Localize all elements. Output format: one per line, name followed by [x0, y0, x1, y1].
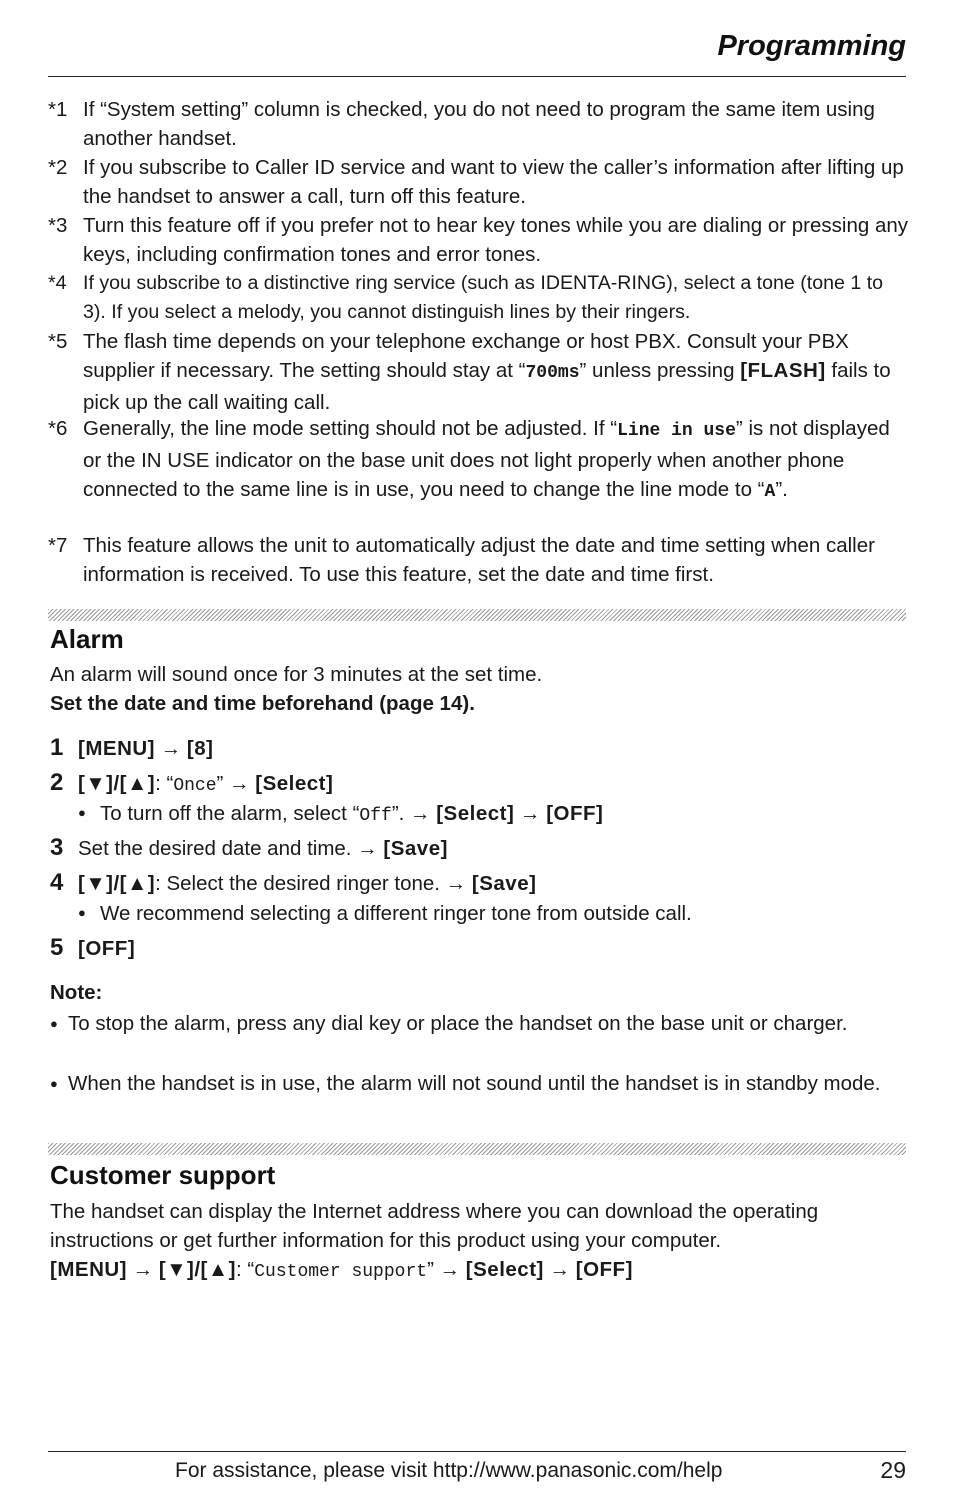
step-4: 4 [▼]/[▲]: Select the desired ringer tone. → [Save] — [50, 869, 537, 896]
section-heading: Programming — [717, 30, 906, 62]
off-key: [OFF] — [546, 802, 604, 825]
nav-keys: [▼]/[▲] — [158, 1258, 237, 1281]
step-2-sub: ● To turn off the alarm, select “Off”. → [Select] → [OFF] — [78, 798, 603, 831]
alarm-title: Alarm — [50, 624, 124, 654]
arrow-icon: → — [357, 837, 378, 860]
footnote-4 — [48, 269, 908, 327]
footnote-number: *1 — [48, 98, 68, 121]
footnote-number: *4 — [48, 272, 67, 294]
note-item: ● When the handset is in use, the alarm will not sound until the handset is in standby mode. — [50, 1069, 910, 1099]
arrow-icon: → — [132, 1258, 154, 1281]
footnote-text: The flash time depends on your telephone exchange or host PBX. Consult your PBX supplier if necessary. The setting should stay at “700ms” unless pressing [FLASH] fails to pick up the call waiting call. — [83, 330, 891, 414]
alarm-intro: An alarm will sound once for 3 minutes at the set time. — [50, 663, 543, 686]
nav-keys: [▼]/[▲] — [78, 772, 156, 795]
footnote-2 — [48, 153, 908, 211]
footnote-number: *6 — [48, 417, 68, 440]
bullet-icon: ● — [78, 805, 86, 820]
save-key: [Save] — [471, 872, 537, 895]
footnote-text: This feature allows the unit to automatically adjust the date and time setting when caller information is received. To use this feature, set the date and time first. — [83, 534, 875, 586]
display-text: Off — [359, 806, 392, 826]
footnote-5 — [48, 327, 908, 417]
footnote-text: If “System setting” column is checked, you do not need to program the same item using another handset. — [83, 98, 875, 150]
step-1: 1 [MENU] → [8] — [50, 734, 214, 761]
section-divider — [48, 609, 906, 621]
menu-key: [MENU] — [50, 1258, 128, 1281]
arrow-icon: → — [410, 802, 431, 825]
footnote-number: *5 — [48, 330, 68, 353]
off-key: [OFF] — [575, 1258, 633, 1281]
footnote-text: Generally, the line mode setting should not be adjusted. If “Line in use” is not displayed or the IN USE indicator on the base unit does not light properly when another phone connected to the same line is in use, you need to change the line mode to “A”. — [83, 417, 890, 502]
arrow-icon: → — [445, 872, 467, 895]
page-number: 29 — [880, 1457, 906, 1483]
bullet-icon: ● — [78, 905, 86, 920]
flash-key: [FLASH] — [740, 359, 826, 382]
footer-divider — [48, 1451, 906, 1452]
arrow-icon: → — [229, 772, 250, 795]
step-4-sub: ● We recommend selecting a different ringer tone from outside call. — [78, 898, 692, 928]
alarm-prereq: Set the date and time beforehand (page 14). — [50, 692, 475, 715]
display-text: Line in use — [617, 421, 736, 441]
step-3: 3 Set the desired date and time. → [Save] — [50, 834, 448, 861]
note-label: Note: — [50, 981, 103, 1004]
header-divider — [48, 76, 906, 77]
display-text: A — [764, 482, 776, 502]
footnote-1 — [48, 95, 908, 153]
display-text: Once — [173, 776, 217, 796]
select-key: [Select] — [436, 802, 515, 825]
arrow-icon: → — [549, 1258, 571, 1281]
footnote-text: If you subscribe to a distinctive ring service (such as IDENTA-RING), select a tone (tone 1 to 3). If you select a melody, you cannot distinguish lines by their ringers. — [83, 272, 884, 323]
arrow-icon: → — [439, 1258, 461, 1281]
bullet-icon: ● — [50, 1016, 58, 1031]
footnote-number: *7 — [48, 534, 68, 557]
save-key: [Save] — [383, 837, 448, 860]
display-text: 700ms — [525, 363, 580, 383]
select-key: [Select] — [465, 1258, 544, 1281]
bullet-icon: ● — [50, 1076, 58, 1091]
footnote-text: Turn this feature off if you prefer not to hear key tones while you are dialing or pressing any keys, including confirmation tones and error tones. — [83, 214, 909, 266]
off-key: [OFF] — [78, 937, 136, 960]
note-item: ● To stop the alarm, press any dial key or place the handset on the base unit or charger. — [50, 1009, 910, 1039]
arrow-icon: → — [520, 802, 541, 825]
footnote-number: *3 — [48, 214, 68, 237]
nav-keys: [▼]/[▲] — [78, 872, 156, 895]
select-key: [Select] — [255, 772, 334, 795]
footnote-7 — [48, 531, 908, 589]
support-text: The handset can display the Internet address where you can download the operating instructions or get further information for this product using your computer. — [50, 1200, 819, 1252]
section-divider — [48, 1143, 906, 1155]
step-2: 2 [▼]/[▲]: “Once” → [Select] — [50, 769, 334, 796]
support-title: Customer support — [50, 1160, 276, 1190]
key-8: [8] — [186, 737, 214, 760]
menu-key: [MENU] — [78, 737, 156, 760]
footer-assistance: For assistance, please visit http://www.panasonic.com/help — [175, 1459, 723, 1482]
support-steps: [MENU] → [▼]/[▲]: “Customer support” → [Select] → [OFF] — [50, 1258, 633, 1282]
footnote-3 — [48, 211, 908, 269]
display-text: Customer support — [254, 1262, 428, 1282]
arrow-icon: → — [160, 737, 182, 760]
footnote-text: If you subscribe to Caller ID service and want to view the caller’s information after lifting up the handset to answer a call, turn off this feature. — [83, 156, 904, 208]
step-5: 5 [OFF] — [50, 934, 136, 961]
footnote-number: *2 — [48, 156, 68, 179]
footnote-6 — [48, 414, 908, 507]
